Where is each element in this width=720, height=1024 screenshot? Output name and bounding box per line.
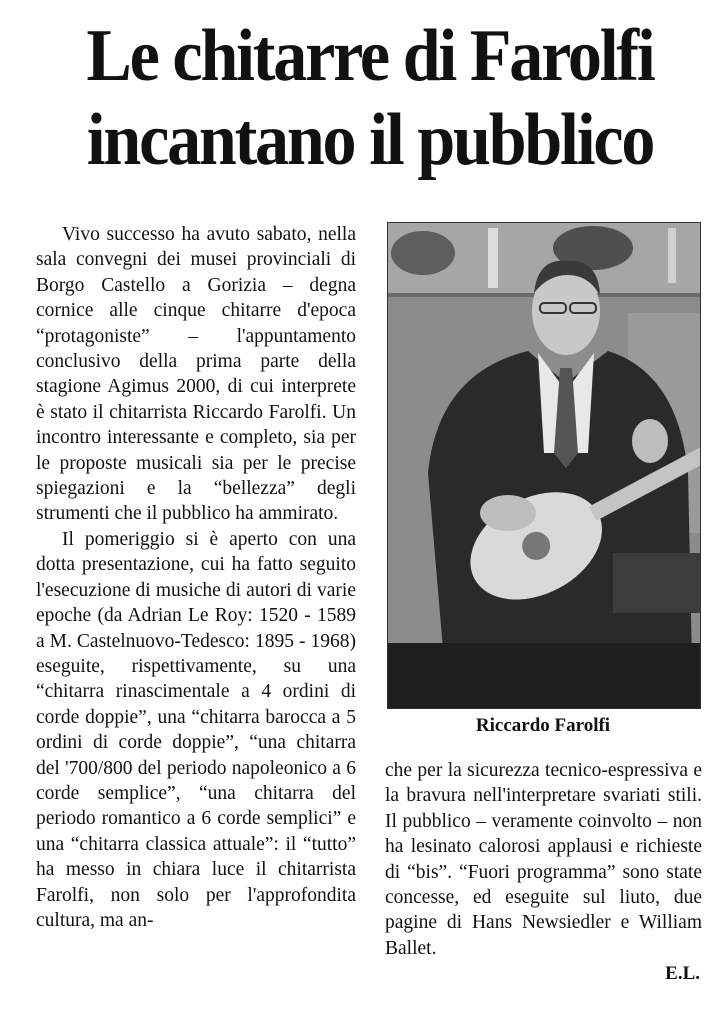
photo-illustration: [388, 223, 700, 708]
left-column: [36, 222, 356, 933]
paragraph-2: Il pomeriggio si è aperto con una dotta presentazione, cui ha fatto seguito l'esecuzione di musiche di autori di varie epoche (da Adrian Le Roy: 1520 - 1589 a M. Castelnuovo-Tedesco: 1895 - 1968) eseguite, rispettivamente, su una “chitarra rinascimentale a 4 ordini di corde doppie”, una “chitarra barocca a 5 ordini di corde doppie”, “una chitarra del '700/800 del periodo napoleonico a 6 corde semplice”, “una chitarra del periodo romantico a 6 corde semplici” e una “chitarra classica attuale”: il “tutto” ha messo in chiara luce il chitarrista Farolfi, non solo per l'approfondita cultura, ma an-: [36, 528, 356, 931]
right-column: [385, 758, 702, 961]
author-signature: E.L.: [665, 963, 700, 984]
paragraph-3: che per la sicurezza tecnico-espressiva e la bravura nell'interpretare svariati stili. Il pubblico – veramente coinvolto – non ha lesinato calorosi applausi e richieste di “bis”. “Fuori programma” sono state concesse, ed eseguite sul liuto, due pagine di Hans Newsiedler e William Ballet.: [385, 760, 702, 959]
photo-riccardo-farolfi: [387, 222, 701, 709]
photo-caption: Riccardo Farolfi: [475, 715, 611, 736]
headline: Le chitarre di Farolfi incantano il pubblico: [86, 15, 654, 181]
paragraph-1: Vivo successo ha avuto sabato, nella sala convegni dei musei provinciali di Borgo Castello a Gorizia – degna cornice alle cinque chitarre d'epoca “protagoniste” – l'appuntamento conclusivo della prima parte della stagione Agimus 2000, di cui interprete è stato il chitarrista Riccardo Farolfi. Un incontro interessante e completo, sia per le proposte musicali sia per le precise spiegazioni e la “bellezza” degli strumenti che il pubblico ha ammirato.: [36, 224, 356, 525]
